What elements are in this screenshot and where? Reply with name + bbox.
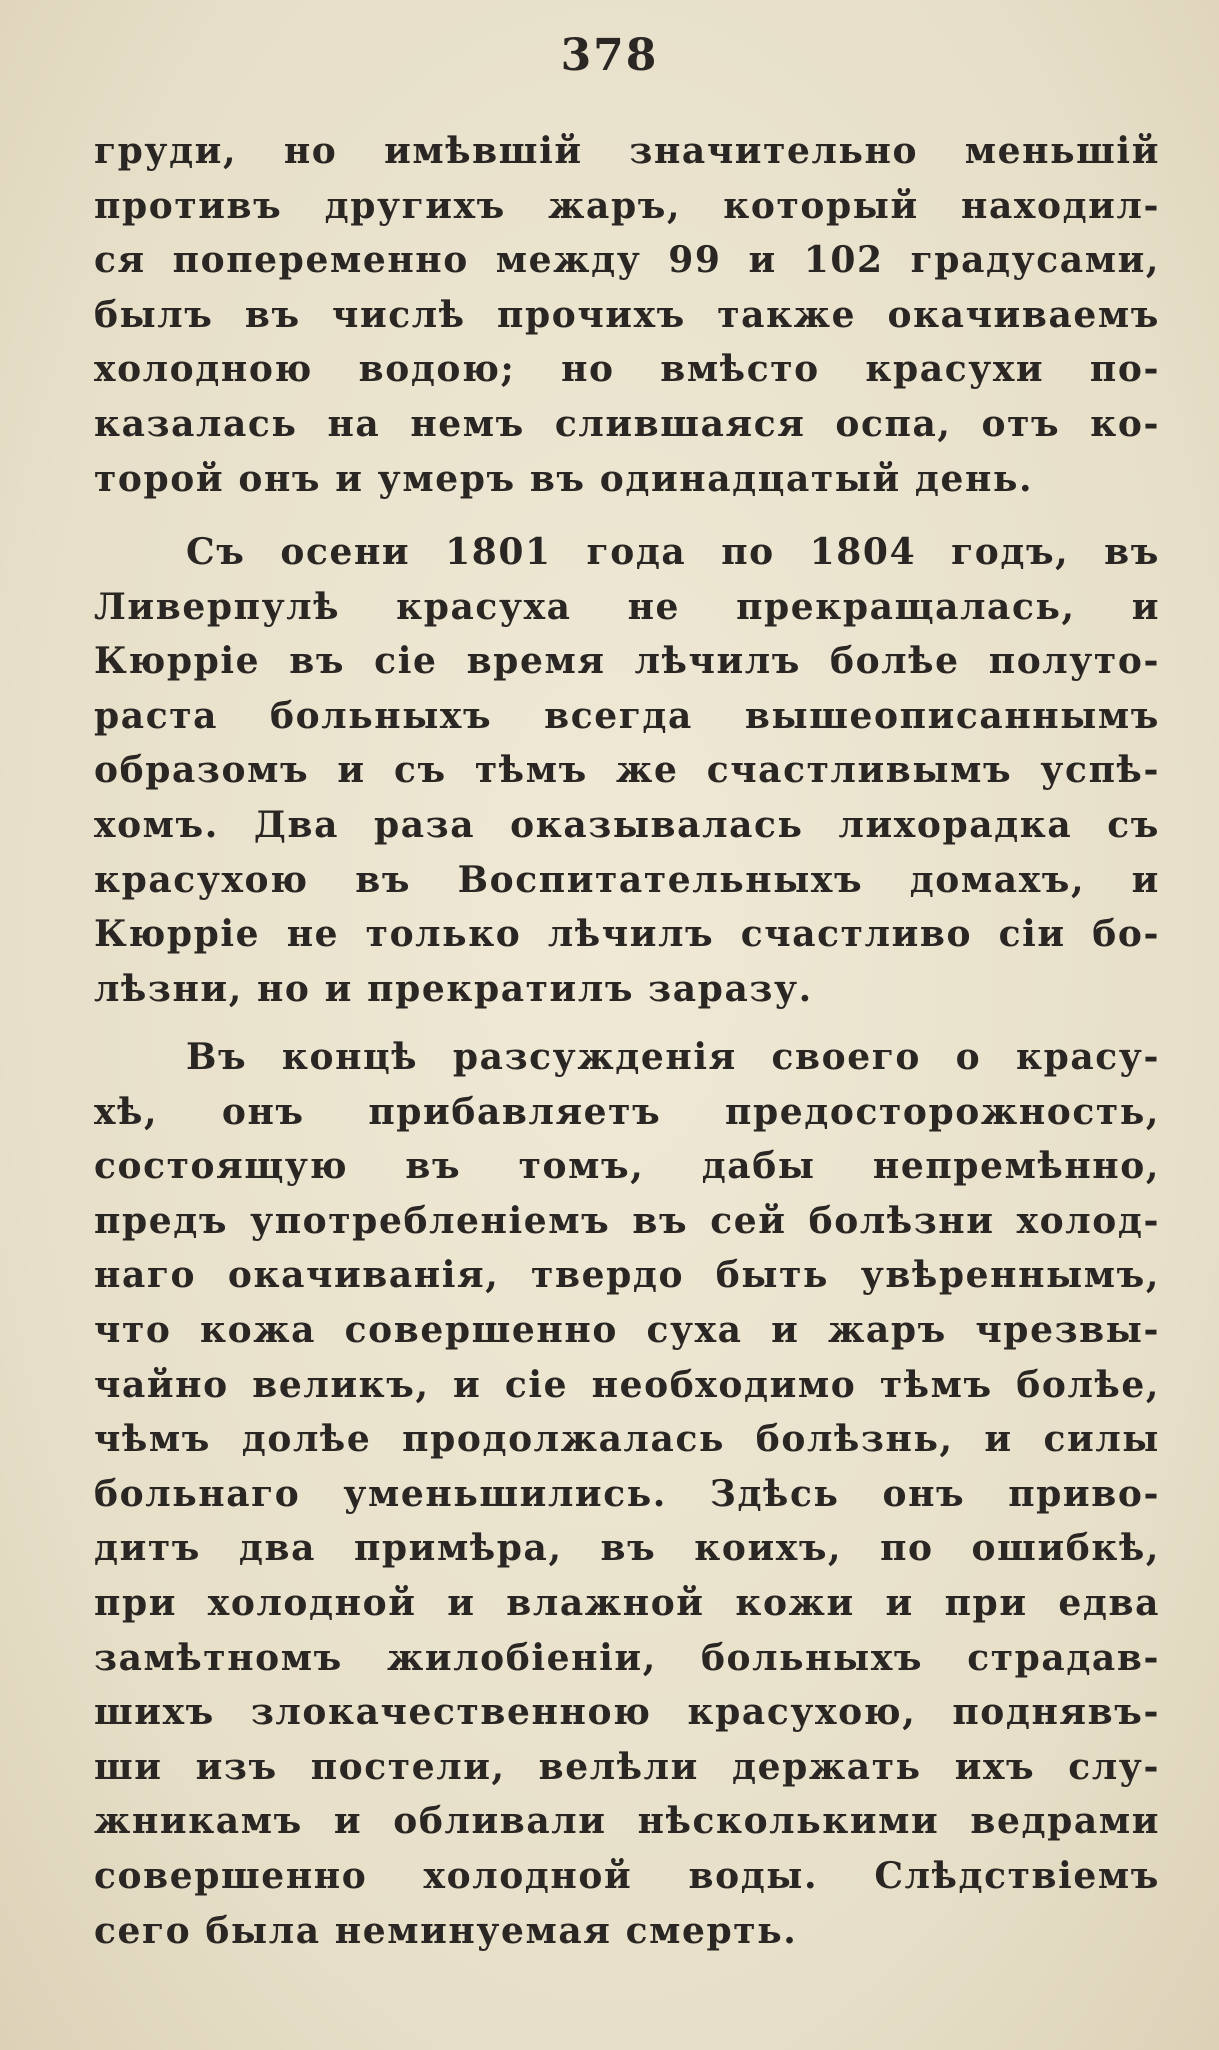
- text-line: сего была неминуемая смерть.: [94, 1909, 798, 1952]
- text-line: красухою въ Воспитательныхъ домахъ, и: [94, 858, 1160, 901]
- text-line: хѣ, онъ прибавляетъ предосторожность,: [94, 1090, 1160, 1133]
- text-line: казалась на немъ слившаяся оспа, отъ ко-: [94, 402, 1160, 445]
- text-line: Кюрріе не только лѣчилъ счастливо сіи бо-: [94, 913, 1160, 956]
- text-line: ши изъ постели, велѣли держать ихъ слу-: [94, 1745, 1160, 1788]
- text-line: образомъ и съ тѣмъ же счастливымъ успѣ-: [94, 749, 1160, 792]
- paragraph-2: [94, 525, 1160, 1016]
- page-number: 378: [560, 30, 659, 81]
- paragraph-1: [94, 124, 1160, 506]
- text-line: холодною водою; но вмѣсто красухи по-: [94, 348, 1160, 391]
- text-line: Въ концѣ разсужденія своего о красу-: [186, 1036, 1160, 1078]
- text-line: Кюрріе въ сіе время лѣчилъ болѣе полуто-: [94, 640, 1160, 683]
- text-line: лѣзни, но и прекратилъ заразу.: [94, 967, 813, 1010]
- text-line: Ливерпулѣ красуха не прекращалась, и: [94, 585, 1160, 628]
- text-line: при холодной и влажной кожи и при едва: [94, 1581, 1160, 1624]
- text-line: наго окачиванія, твердо быть увѣреннымъ,: [94, 1254, 1160, 1297]
- text-line: торой онъ и умеръ въ одинадцатый день.: [94, 457, 1034, 500]
- text-line: Съ осени 1801 года по 1804 годъ, въ: [186, 531, 1160, 573]
- text-line: предъ употребленіемъ въ сей болѣзни холод-: [94, 1199, 1160, 1242]
- text-line: былъ въ числѣ прочихъ также окачиваемъ: [94, 293, 1160, 336]
- text-line: чѣмъ долѣе продолжалась болѣзнь, и силы: [94, 1418, 1160, 1461]
- text-line: чайно великъ, и сіе необходимо тѣмъ болѣе,: [94, 1363, 1160, 1406]
- text-line: что кожа совершенно суха и жаръ чрезвы-: [94, 1308, 1160, 1351]
- text-line: шихъ злокачественною красухою, поднявъ-: [94, 1691, 1160, 1734]
- text-line: груди, но имѣвшій значительно меньшій: [94, 130, 1160, 172]
- text-line: совершенно холодной воды. Слѣдствіемъ: [94, 1854, 1160, 1897]
- text-line: раста больныхъ всегда вышеописаннымъ: [94, 694, 1160, 737]
- text-line: жникамъ и обливали нѣсколькими ведрами: [94, 1800, 1160, 1843]
- text-line: замѣтномъ жилобіеніи, больныхъ страдав-: [94, 1636, 1160, 1679]
- text-line: противъ другихъ жаръ, который находил-: [94, 184, 1160, 227]
- text-line: больнаго уменьшились. Здѣсь онъ приво-: [94, 1472, 1160, 1515]
- text-line: хомъ. Два раза оказывалась лихорадка съ: [94, 803, 1160, 846]
- paragraph-3: [94, 1030, 1160, 1958]
- text-line: состоящую въ томъ, дабы непремѣнно,: [94, 1145, 1160, 1188]
- text-line: дитъ два примѣра, въ коихъ, по ошибкѣ,: [94, 1527, 1160, 1570]
- text-line: ся попеременно между 99 и 102 градусами,: [94, 239, 1160, 282]
